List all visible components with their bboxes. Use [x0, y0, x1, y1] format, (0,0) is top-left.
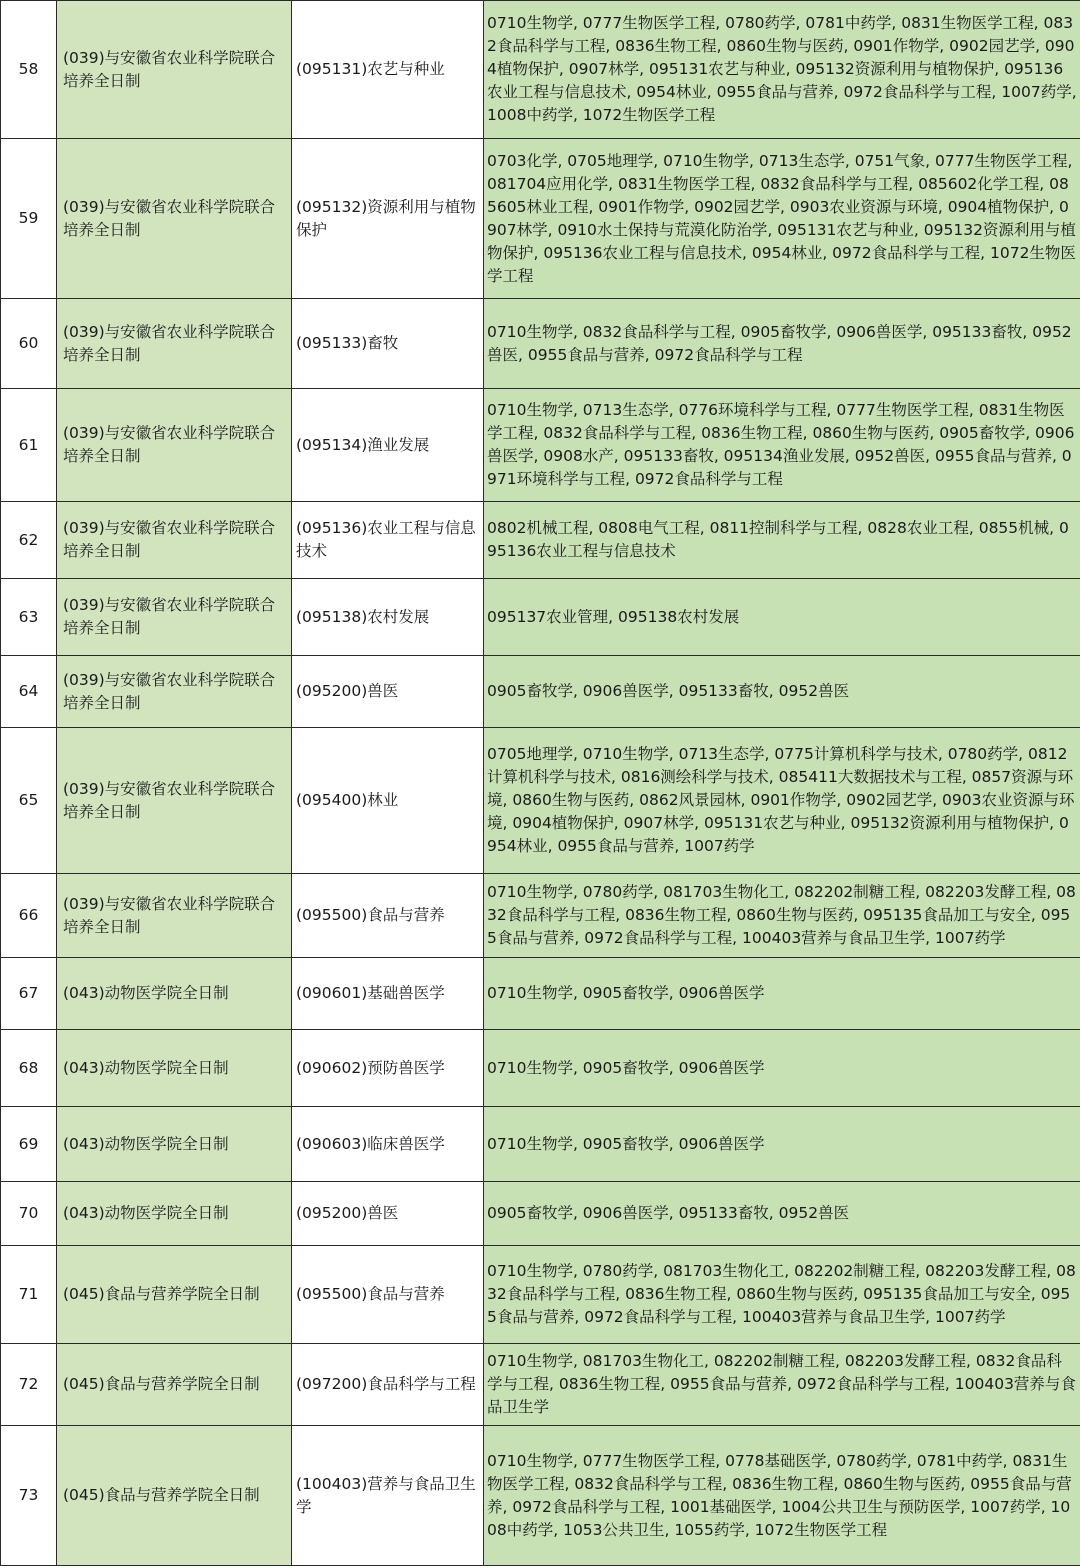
row-number: 61	[1, 389, 57, 502]
table-row	[1, 958, 1080, 1030]
major-cell: (095200)兽医	[292, 1182, 484, 1246]
accepted-subjects-cell: 0905畜牧学, 0906兽医学, 095133畜牧, 0952兽医	[484, 656, 1080, 728]
major-cell: (095136)农业工程与信息技术	[292, 502, 484, 579]
major-cell: (095500)食品与营养	[292, 1246, 484, 1344]
college-cell: (043)动物医学院全日制	[57, 1030, 292, 1107]
row-number: 58	[1, 1, 57, 139]
table-body	[1, 1, 1080, 1566]
table-row	[1, 502, 1080, 579]
row-number: 70	[1, 1182, 57, 1246]
college-cell: (039)与安徽省农业科学院联合培养全日制	[57, 502, 292, 579]
table-row	[1, 1107, 1080, 1182]
table-row	[1, 299, 1080, 389]
major-cell: (090602)预防兽医学	[292, 1030, 484, 1107]
college-cell: (039)与安徽省农业科学院联合培养全日制	[57, 874, 292, 958]
accepted-subjects-cell: 0710生物学, 0780药学, 081703生物化工, 082202制糖工程, 082203发酵工程, 0832食品科学与工程, 0836生物工程, 0860生物与医药, 095135食品加工与安全, 0955食品与营养, 0972食品科学与工程, 100403营养与食品卫生学, 1007药学	[484, 874, 1080, 958]
accepted-subjects-cell: 0710生物学, 0905畜牧学, 0906兽医学	[484, 1030, 1080, 1107]
accepted-subjects-cell: 0905畜牧学, 0906兽医学, 095133畜牧, 0952兽医	[484, 1182, 1080, 1246]
college-cell: (043)动物医学院全日制	[57, 1182, 292, 1246]
college-cell: (039)与安徽省农业科学院联合培养全日制	[57, 728, 292, 874]
row-number: 71	[1, 1246, 57, 1344]
accepted-subjects-cell: 0710生物学, 0905畜牧学, 0906兽医学	[484, 1107, 1080, 1182]
major-cell: (095131)农艺与种业	[292, 1, 484, 139]
college-cell: (039)与安徽省农业科学院联合培养全日制	[57, 389, 292, 502]
major-cell: (095500)食品与营养	[292, 874, 484, 958]
accepted-subjects-cell: 0710生物学, 0780药学, 081703生物化工, 082202制糖工程, 082203发酵工程, 0832食品科学与工程, 0836生物工程, 0860生物与医药, 095135食品加工与安全, 0955食品与营养, 0972食品科学与工程, 100403营养与食品卫生学, 1007药学	[484, 1246, 1080, 1344]
accepted-subjects-cell: 0705地理学, 0710生物学, 0713生态学, 0775计算机科学与技术, 0780药学, 0812计算机科学与技术, 0816测绘科学与技术, 085411大数据技术与工程, 0857资源与环境, 0860生物与医药, 0862风景园林, 0901作物学, 0902园艺学, 0903农业资源与环境, 0904植物保护, 0907林学, 095131农艺与种业, 095132资源利用与植物保护, 0954林业, 0955食品与营养, 1007药学	[484, 728, 1080, 874]
accepted-subjects-cell: 0710生物学, 0905畜牧学, 0906兽医学	[484, 958, 1080, 1030]
college-cell: (039)与安徽省农业科学院联合培养全日制	[57, 579, 292, 656]
row-number: 66	[1, 874, 57, 958]
table-row	[1, 728, 1080, 874]
table-row	[1, 1030, 1080, 1107]
table-row	[1, 579, 1080, 656]
table-row	[1, 1, 1080, 139]
major-cell: (095200)兽医	[292, 656, 484, 728]
accepted-subjects-cell: 095137农业管理, 095138农村发展	[484, 579, 1080, 656]
table-row	[1, 389, 1080, 502]
row-number: 59	[1, 139, 57, 299]
row-number: 62	[1, 502, 57, 579]
major-cell: (100403)营养与食品卫生学	[292, 1426, 484, 1566]
college-cell: (039)与安徽省农业科学院联合培养全日制	[57, 139, 292, 299]
college-cell: (043)动物医学院全日制	[57, 1107, 292, 1182]
major-cell: (095138)农村发展	[292, 579, 484, 656]
table-row	[1, 1344, 1080, 1426]
accepted-subjects-cell: 0802机械工程, 0808电气工程, 0811控制科学与工程, 0828农业工程, 0855机械, 095136农业工程与信息技术	[484, 502, 1080, 579]
table-row	[1, 1182, 1080, 1246]
row-number: 68	[1, 1030, 57, 1107]
table-row	[1, 1426, 1080, 1566]
row-number: 72	[1, 1344, 57, 1426]
accepted-subjects-cell: 0710生物学, 081703生物化工, 082202制糖工程, 082203发酵工程, 0832食品科学与工程, 0836生物工程, 0955食品与营养, 0972食品科学与工程, 100403营养与食品卫生学	[484, 1344, 1080, 1426]
major-cell: (090603)临床兽医学	[292, 1107, 484, 1182]
major-cell: (090601)基础兽医学	[292, 958, 484, 1030]
major-cell: (097200)食品科学与工程	[292, 1344, 484, 1426]
college-cell: (045)食品与营养学院全日制	[57, 1426, 292, 1566]
table-row	[1, 139, 1080, 299]
table-row	[1, 874, 1080, 958]
table-row	[1, 1246, 1080, 1344]
major-cell: (095132)资源利用与植物保护	[292, 139, 484, 299]
college-cell: (045)食品与营养学院全日制	[57, 1246, 292, 1344]
major-cell: (095134)渔业发展	[292, 389, 484, 502]
accepted-subjects-cell: 0710生物学, 0832食品科学与工程, 0905畜牧学, 0906兽医学, 095133畜牧, 0952兽医, 0955食品与营养, 0972食品科学与工程	[484, 299, 1080, 389]
accepted-subjects-cell: 0710生物学, 0713生态学, 0776环境科学与工程, 0777生物医学工程, 0831生物医学工程, 0832食品科学与工程, 0836生物工程, 0860生物与医药, 0905畜牧学, 0906兽医学, 0908水产, 095133畜牧, 095134渔业发展, 0952兽医, 0955食品与营养, 0971环境科学与工程, 0972食品科学与工程	[484, 389, 1080, 502]
college-cell: (045)食品与营养学院全日制	[57, 1344, 292, 1426]
accepted-subjects-cell: 0703化学, 0705地理学, 0710生物学, 0713生态学, 0751气象, 0777生物医学工程, 081704应用化学, 0831生物医学工程, 0832食品科学与工程, 085602化学工程, 085605林业工程, 0901作物学, 0902园艺学, 0903农业资源与环境, 0904植物保护, 0907林学, 0910水土保持与荒漠化防治学, 095131农艺与种业, 095132资源利用与植物保护, 095136农业工程与信息技术, 0954林业, 0972食品科学与工程, 1072生物医学工程	[484, 139, 1080, 299]
major-cell: (095133)畜牧	[292, 299, 484, 389]
row-number: 60	[1, 299, 57, 389]
table-row	[1, 656, 1080, 728]
major-cell: (095400)林业	[292, 728, 484, 874]
accepted-subjects-cell: 0710生物学, 0777生物医学工程, 0780药学, 0781中药学, 0831生物医学工程, 0832食品科学与工程, 0836生物工程, 0860生物与医药, 0901作物学, 0902园艺学, 0904植物保护, 0907林学, 095131农艺与种业, 095132资源利用与植物保护, 095136农业工程与信息技术, 0954林业, 0955食品与营养, 0972食品科学与工程, 1007药学, 1008中药学, 1072生物医学工程	[484, 1, 1080, 139]
college-cell: (039)与安徽省农业科学院联合培养全日制	[57, 299, 292, 389]
row-number: 73	[1, 1426, 57, 1566]
row-number: 64	[1, 656, 57, 728]
row-number: 67	[1, 958, 57, 1030]
accepted-subjects-cell: 0710生物学, 0777生物医学工程, 0778基础医学, 0780药学, 0781中药学, 0831生物医学工程, 0832食品科学与工程, 0836生物工程, 0860生物与医药, 0955食品与营养, 0972食品科学与工程, 1001基础医学, 1004公共卫生与预防医学, 1007药学, 1008中药学, 1053公共卫生, 1055药学, 1072生物医学工程	[484, 1426, 1080, 1566]
college-cell: (039)与安徽省农业科学院联合培养全日制	[57, 1, 292, 139]
row-number: 63	[1, 579, 57, 656]
college-cell: (039)与安徽省农业科学院联合培养全日制	[57, 656, 292, 728]
college-cell: (043)动物医学院全日制	[57, 958, 292, 1030]
row-number: 65	[1, 728, 57, 874]
row-number: 69	[1, 1107, 57, 1182]
